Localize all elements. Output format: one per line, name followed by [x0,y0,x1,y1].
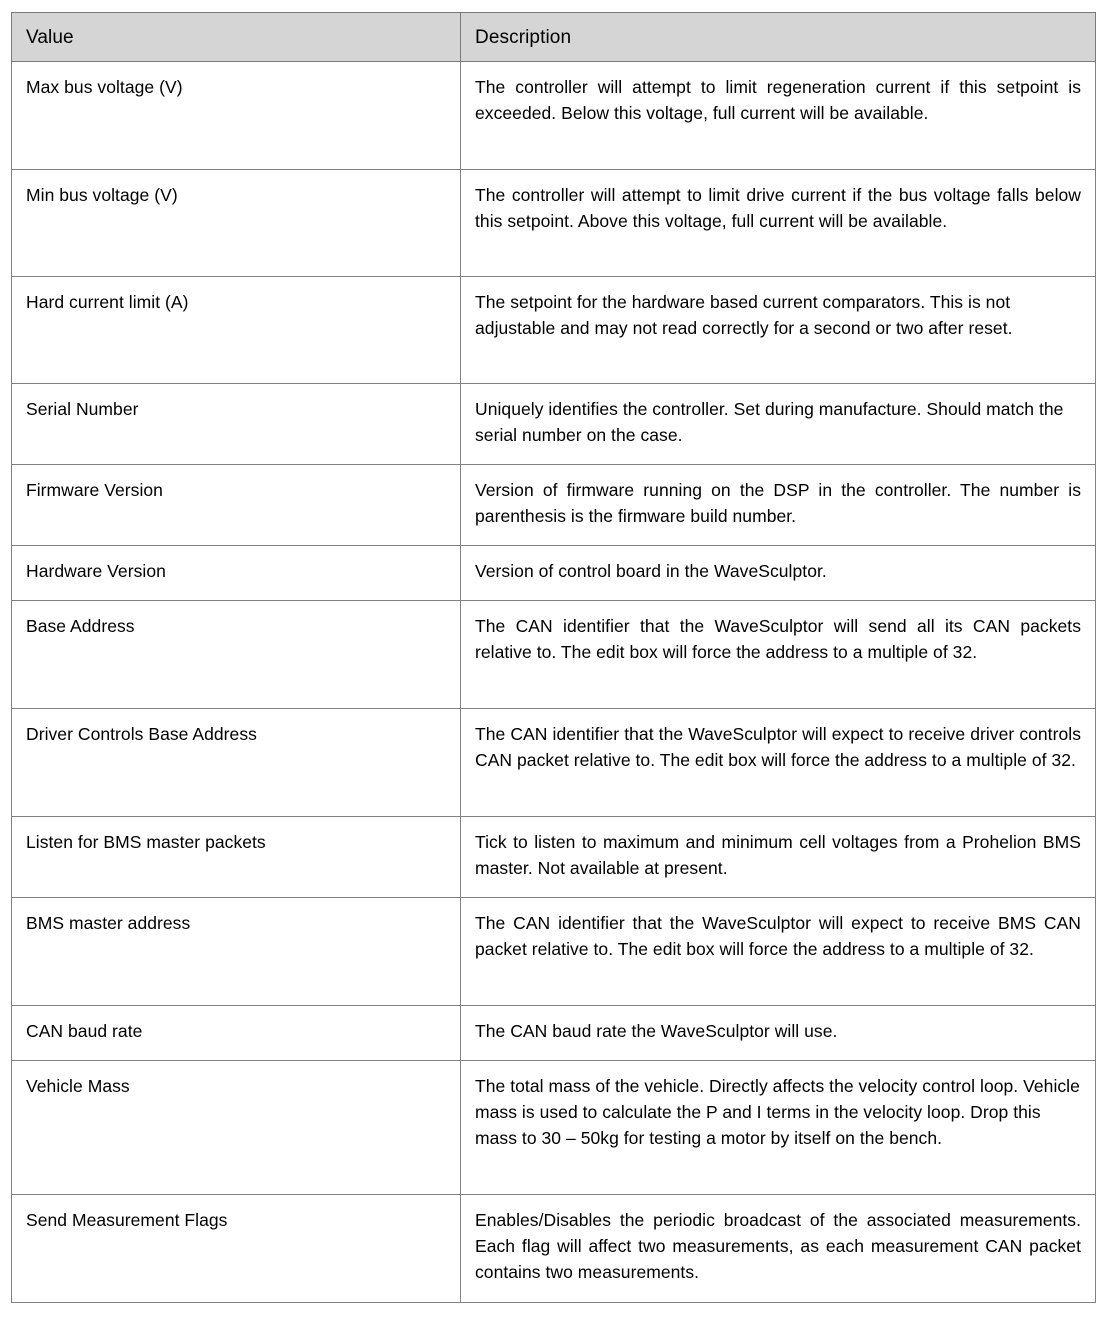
table-cell-value [12,1061,461,1195]
table-row [12,1195,1096,1303]
table-row [12,62,1096,170]
description-text: The CAN identifier that the WaveSculptor will expect to receive driver controls CAN packet relative to. The edit box will force the address to a multiple of 32. [475,724,1081,770]
table-row [12,384,1096,465]
description-text: The CAN baud rate the WaveSculptor will use. [475,1021,838,1041]
table-cell-description [461,277,1096,384]
table-row [12,601,1096,709]
table-cell-value [12,277,461,384]
value-text: Firmware Version [26,480,163,500]
table-cell-value [12,601,461,709]
table-row [12,170,1096,277]
table-cell-value [12,898,461,1006]
value-text: Vehicle Mass [26,1076,130,1096]
table-cell-value [12,62,461,170]
table-row [12,817,1096,898]
table-cell-value [12,384,461,465]
table-row [12,709,1096,817]
table-header [12,13,1096,62]
column-header-value [12,13,461,62]
description-text: Uniquely identifies the controller. Set during manufacture. Should match the serial number on the case. [475,399,1064,445]
table-cell-value [12,465,461,546]
table-header-row [12,13,1096,62]
table-row [12,546,1096,601]
value-text: Hardware Version [26,561,166,581]
description-text: The controller will attempt to limit drive current if the bus voltage falls below this setpoint. Above this voltage, full current will be available. [475,185,1081,231]
value-text: Max bus voltage (V) [26,77,183,97]
table-cell-description [461,817,1096,898]
column-header-description-label: Description [475,27,572,48]
table-cell-description [461,465,1096,546]
table-cell-description [461,898,1096,1006]
value-text: Send Measurement Flags [26,1210,228,1230]
table-cell-value [12,1195,461,1303]
table-cell-description [461,546,1096,601]
description-text: Version of control board in the WaveSculptor. [475,561,827,581]
description-text: The total mass of the vehicle. Directly affects the velocity control loop. Vehicle mass is used to calculate the P and I terms in the velocity loop. Drop this mass to 30 – 50kg for testing a motor by itself on the bench. [475,1076,1080,1148]
table-row [12,898,1096,1006]
table-cell-value [12,170,461,277]
column-header-value-label: Value [26,27,74,48]
description-text: The setpoint for the hardware based current comparators. This is not adjustable and may not read correctly for a second or two after reset. [475,292,1013,338]
table-row [12,1006,1096,1061]
table-row [12,277,1096,384]
table-cell-value [12,1006,461,1061]
description-text: Tick to listen to maximum and minimum cell voltages from a Prohelion BMS master. Not available at present. [475,832,1081,878]
value-text: Serial Number [26,399,139,419]
table-cell-description [461,170,1096,277]
table-row [12,465,1096,546]
table-row [12,1061,1096,1195]
column-header-description [461,13,1096,62]
value-text: Driver Controls Base Address [26,724,257,744]
specification-table [11,12,1096,1303]
description-text: The controller will attempt to limit regeneration current if this setpoint is exceeded. Below this voltage, full current will be available. [475,77,1081,123]
description-text: Enables/Disables the periodic broadcast of the associated measurements. Each flag will affect two measurements, as each measurement CAN packet contains two measurements. [475,1210,1081,1282]
table-cell-description [461,1061,1096,1195]
table-cell-value [12,546,461,601]
table-cell-description [461,1006,1096,1061]
table-cell-value [12,817,461,898]
table-cell-description [461,709,1096,817]
value-text: Listen for BMS master packets [26,832,266,852]
value-text: Hard current limit (A) [26,292,189,312]
value-text: BMS master address [26,913,191,933]
value-text: Base Address [26,616,135,636]
description-text: The CAN identifier that the WaveSculptor will send all its CAN packets relative to. The edit box will force the address to a multiple of 32. [475,616,1081,662]
table-cell-description [461,384,1096,465]
value-text: CAN baud rate [26,1021,143,1041]
value-text: Min bus voltage (V) [26,185,178,205]
table-body [12,62,1096,1303]
table-cell-description [461,601,1096,709]
table-cell-description [461,1195,1096,1303]
description-text: The CAN identifier that the WaveSculptor will expect to receive BMS CAN packet relative to. The edit box will force the address to a multiple of 32. [475,913,1081,959]
table-cell-description [461,62,1096,170]
description-text: Version of firmware running on the DSP in the controller. The number is parenthesis is the firmware build number. [475,480,1081,526]
table-cell-value [12,709,461,817]
